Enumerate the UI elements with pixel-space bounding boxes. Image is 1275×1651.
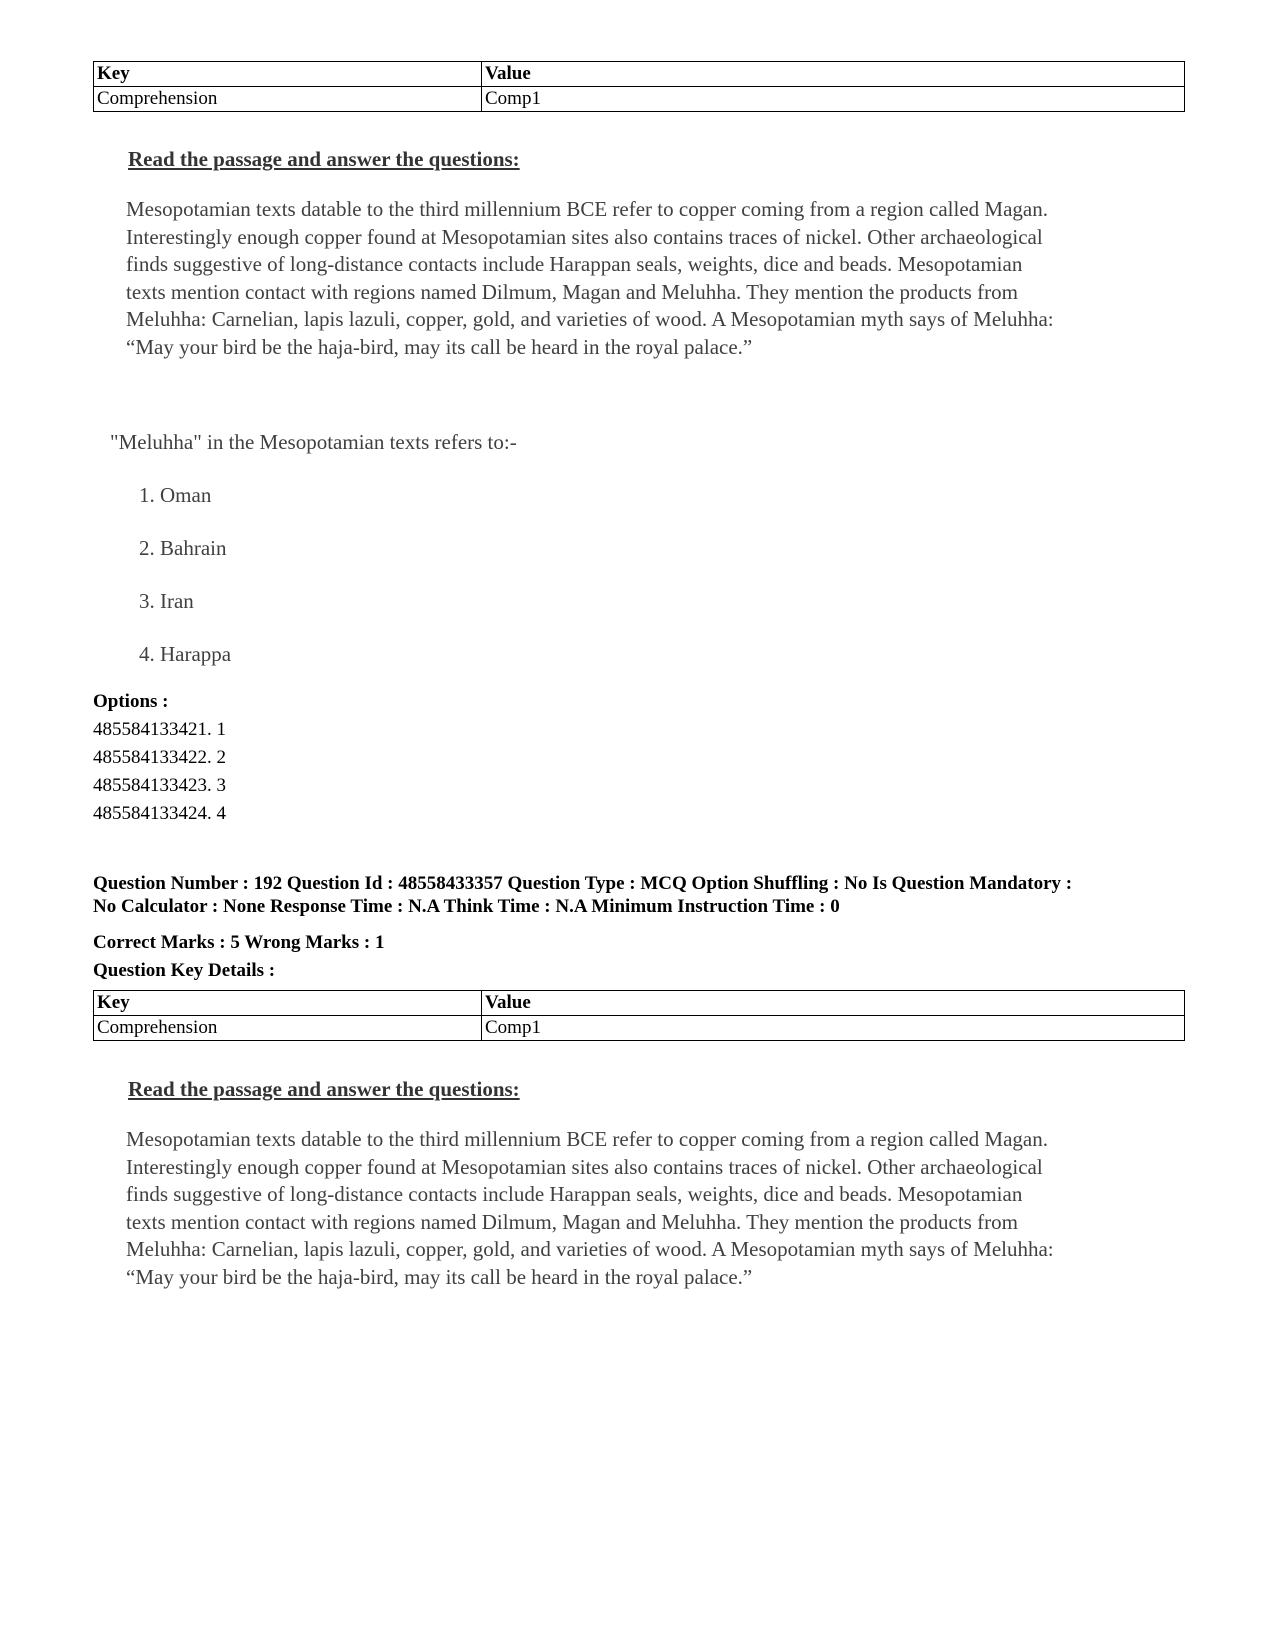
question-choice: 1. Oman bbox=[139, 483, 212, 507]
question-choice: 3. Iran bbox=[139, 589, 194, 613]
table-row bbox=[94, 87, 1185, 112]
marks-line: Correct Marks : 5 Wrong Marks : 1 bbox=[93, 932, 385, 953]
question-text: "Meluhha" in the Mesopotamian texts refers to:- bbox=[110, 430, 517, 454]
table-header-row bbox=[94, 991, 1185, 1016]
key-value-table-top bbox=[93, 61, 1185, 112]
passage-heading: Read the passage and answer the questions: bbox=[128, 1077, 520, 1101]
table-header-key: Key bbox=[94, 62, 482, 87]
question-meta-line: No Calculator : None Response Time : N.A Think Time : N.A Minimum Instruction Time : 0 bbox=[93, 896, 840, 917]
option-item: 485584133421. 1 bbox=[93, 719, 226, 740]
passage-line: “May your bird be the haja-bird, may its call be heard in the royal palace.” bbox=[126, 1264, 753, 1289]
passage-text bbox=[126, 1126, 1186, 1292]
table-cell-value: Comp1 bbox=[482, 87, 1185, 112]
option-item: 485584133423. 3 bbox=[93, 775, 226, 796]
passage-heading: Read the passage and answer the questions: bbox=[128, 147, 520, 171]
passage-line: Interestingly enough copper found at Mesopotamian sites also contains traces of nickel. Other archaeological bbox=[126, 224, 1043, 249]
table-header-row bbox=[94, 62, 1185, 87]
key-details-label: Question Key Details : bbox=[93, 960, 276, 981]
question-choice: 4. Harappa bbox=[139, 642, 232, 666]
passage-line: Mesopotamian texts datable to the third millennium BCE refer to copper coming from a region called Magan. bbox=[126, 197, 1048, 221]
passage-line: Interestingly enough copper found at Mesopotamian sites also contains traces of nickel. Other archaeological bbox=[126, 1154, 1043, 1179]
passage-text bbox=[126, 196, 1186, 362]
passage-line: finds suggestive of long-distance contacts include Harappan seals, weights, dice and beads. Mesopotamian bbox=[126, 1182, 1023, 1207]
table-row bbox=[94, 1016, 1185, 1041]
table-header-value: Value bbox=[482, 62, 1185, 87]
table-cell-value: Comp1 bbox=[482, 1016, 1185, 1041]
passage-line: texts mention contact with regions named Dilmum, Magan and Meluhha. They mention the products from bbox=[126, 279, 1018, 304]
passage-line: texts mention contact with regions named Dilmum, Magan and Meluhha. They mention the products from bbox=[126, 1209, 1018, 1234]
key-value-table-bottom bbox=[93, 990, 1185, 1041]
option-item: 485584133422. 2 bbox=[93, 747, 226, 768]
option-item: 485584133424. 4 bbox=[93, 803, 226, 824]
table-header-value: Value bbox=[482, 991, 1185, 1016]
passage-line: Mesopotamian texts datable to the third millennium BCE refer to copper coming from a region called Magan. bbox=[126, 1127, 1048, 1151]
table-header-key: Key bbox=[94, 991, 482, 1016]
passage-line: Meluhha: Carnelian, lapis lazuli, copper, gold, and varieties of wood. A Mesopotamian myth says of Meluhha: bbox=[126, 307, 1054, 332]
table-cell-key: Comprehension bbox=[94, 87, 482, 112]
question-meta-line: Question Number : 192 Question Id : 48558433357 Question Type : MCQ Option Shuffling : No Is Question Mandatory : bbox=[93, 873, 1073, 894]
table-cell-key: Comprehension bbox=[94, 1016, 482, 1041]
passage-line: “May your bird be the haja-bird, may its call be heard in the royal palace.” bbox=[126, 334, 753, 359]
question-choice: 2. Bahrain bbox=[139, 536, 227, 560]
passage-line: finds suggestive of long-distance contacts include Harappan seals, weights, dice and beads. Mesopotamian bbox=[126, 252, 1023, 277]
passage-line: Meluhha: Carnelian, lapis lazuli, copper, gold, and varieties of wood. A Mesopotamian myth says of Meluhha: bbox=[126, 1237, 1054, 1262]
question-meta bbox=[93, 872, 1193, 918]
options-label: Options : bbox=[93, 691, 169, 712]
